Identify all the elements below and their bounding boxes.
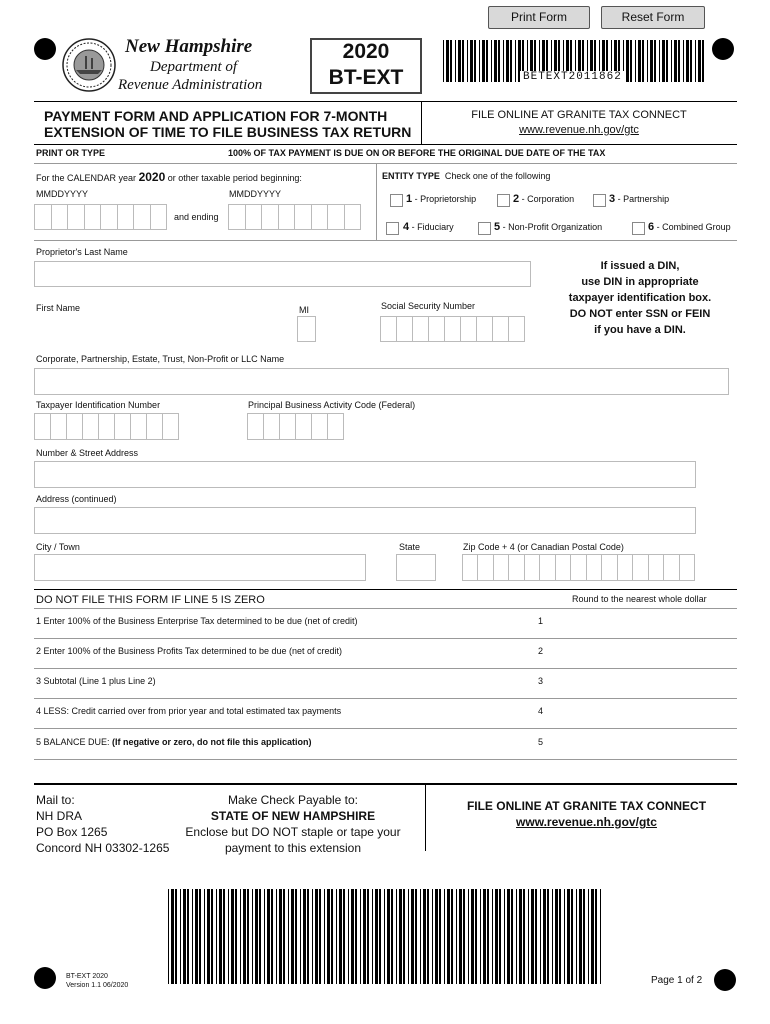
entity-checkbox-2[interactable]	[497, 194, 510, 207]
bottom-barcode	[168, 889, 603, 984]
tin-input[interactable]	[34, 413, 184, 438]
state-seal-logo	[62, 38, 116, 92]
entity-option-3	[609, 193, 669, 205]
period-prefix: For the CALENDAR year	[36, 173, 137, 183]
mail-to-block	[36, 792, 169, 856]
registration-mark	[714, 969, 736, 991]
zip-input[interactable]	[462, 554, 695, 579]
entity-checkbox-5[interactable]	[478, 222, 491, 235]
pbac-input[interactable]	[247, 413, 347, 438]
entity-checkbox-4[interactable]	[386, 222, 399, 235]
line-1-amount[interactable]	[549, 608, 737, 634]
mail-line: Concord NH 03302-1265	[36, 841, 170, 855]
print-or-type-label: PRINT OR TYPE	[36, 148, 106, 158]
page-number: Page 1 of 2	[651, 975, 703, 986]
mail-line: NH DRA	[36, 809, 83, 823]
lines-header: DO NOT FILE THIS FORM IF LINE 5 IS ZERO	[36, 594, 265, 606]
entity-checkbox-6[interactable]	[632, 222, 645, 235]
city-label: City / Town	[36, 542, 80, 552]
registration-mark	[34, 967, 56, 989]
barcode-text: BETEXT2011862	[520, 71, 625, 83]
and-ending-label: and ending	[174, 212, 219, 222]
entity-label: - Non-Profit Organization	[500, 222, 603, 232]
footer-form-id: BT-EXT 2020	[66, 973, 108, 980]
payable-line: payment to this extension	[224, 841, 362, 855]
divider	[34, 101, 737, 102]
line-4-text: 4 LESS: Credit carried over from prior year and total estimated tax payments	[36, 706, 342, 716]
agency-dept-line1: Department of	[150, 59, 238, 75]
reset-form-button[interactable]: Reset Form	[601, 6, 705, 29]
entity-checkbox-1[interactable]	[390, 194, 403, 207]
form-year: 2020	[342, 40, 390, 63]
line-1-number: 1	[538, 616, 544, 626]
address2-label: Address (continued)	[36, 494, 117, 504]
mail-line: PO Box 1265	[36, 825, 108, 839]
street-label: Number & Street Address	[36, 448, 139, 458]
entity-checkbox-3[interactable]	[593, 194, 606, 207]
entity-type-label	[382, 171, 550, 181]
din-note-line: taxpayer identification box.	[568, 292, 712, 304]
divider	[34, 144, 737, 145]
line-5-text	[36, 737, 312, 747]
line-5-amount[interactable]	[549, 729, 737, 755]
line-3-number: 3	[538, 676, 544, 686]
agency-state-name: New Hampshire	[125, 36, 253, 57]
entity-num: 1	[406, 193, 413, 205]
footer-version: Version 1.1 06/2020	[66, 982, 129, 989]
entity-option-6	[648, 221, 731, 233]
entity-option-5	[494, 221, 602, 233]
payable-line: Make Check Payable to:	[227, 793, 359, 807]
divider	[34, 240, 737, 241]
period-begin-input[interactable]	[34, 204, 167, 228]
registration-mark	[34, 38, 56, 60]
divider	[34, 589, 737, 590]
online-link[interactable]: www.revenue.nh.gov/gtc	[519, 124, 639, 136]
zip-label: Zip Code + 4 (or Canadian Postal Code)	[463, 542, 624, 552]
divider	[34, 759, 737, 760]
proprietor-last-name-input[interactable]	[34, 261, 531, 287]
period-suffix: or other taxable period beginning:	[167, 173, 302, 183]
mi-input[interactable]	[297, 316, 316, 342]
footer-online-link[interactable]: www.revenue.nh.gov/gtc	[516, 815, 657, 829]
print-form-button[interactable]: Print Form	[488, 6, 590, 29]
period-end-input[interactable]	[228, 204, 361, 228]
entity-type-hint: Check one of the following	[444, 171, 551, 181]
state-input[interactable]	[396, 554, 436, 581]
date-format-begin: MMDDYYYY	[36, 189, 89, 199]
date-format-end: MMDDYYYY	[229, 189, 282, 199]
line-4-number: 4	[538, 706, 544, 716]
divider	[34, 163, 737, 164]
corp-name-input[interactable]	[34, 368, 729, 395]
line-2-text: 2 Enter 100% of the Business Profits Tax determined to be due (net of credit)	[36, 646, 343, 656]
payable-line: Enclose but DO NOT staple or tape your	[185, 825, 401, 839]
entity-label: - Proprietorship	[412, 194, 477, 204]
round-note: Round to the nearest whole dollar	[572, 594, 707, 604]
entity-option-1	[406, 193, 476, 205]
agency-dept-line2: Revenue Administration	[118, 77, 263, 93]
payable-block	[172, 792, 414, 856]
din-note-line: DO NOT enter SSN or FEIN	[569, 308, 711, 320]
period-year: 2020	[138, 170, 166, 184]
entity-option-2	[513, 193, 574, 205]
line-2-amount[interactable]	[549, 638, 737, 664]
din-note-line: If issued a DIN,	[600, 260, 680, 272]
line-5-label: 5 BALANCE DUE:	[36, 737, 113, 747]
line-3-amount[interactable]	[549, 668, 737, 694]
state-label: State	[399, 542, 421, 552]
mi-label: MI	[299, 305, 309, 315]
line-2-number: 2	[538, 646, 544, 656]
registration-mark	[712, 38, 734, 60]
ssn-input[interactable]	[380, 316, 530, 340]
corp-name-label: Corporate, Partnership, Estate, Trust, Non-Profit or LLC Name	[36, 354, 285, 364]
due-notice: 100% OF TAX PAYMENT IS DUE ON OR BEFORE THE ORIGINAL DUE DATE OF THE TAX	[228, 148, 606, 158]
line-1-text: 1 Enter 100% of the Business Enterprise Tax determined to be due (net of credit)	[36, 616, 358, 626]
footer-online-title: FILE ONLINE AT GRANITE TAX CONNECT	[466, 799, 707, 813]
line-5-warning: (If negative or zero, do not file this application)	[112, 737, 312, 747]
entity-num: 6	[648, 221, 655, 233]
address2-input[interactable]	[34, 507, 696, 534]
entity-type-title: ENTITY TYPE	[382, 171, 440, 181]
proprietor-last-name-label: Proprietor's Last Name	[36, 247, 128, 257]
form-code: BT-EXT	[328, 66, 404, 89]
online-title: FILE ONLINE AT GRANITE TAX CONNECT	[471, 109, 687, 121]
pbac-label: Principal Business Activity Code (Federal)	[248, 400, 416, 410]
din-note-line: use DIN in appropriate	[581, 276, 699, 288]
first-name-label: First Name	[36, 303, 81, 313]
tin-label: Taxpayer Identification Number	[36, 400, 161, 410]
din-note-line: if you have a DIN.	[594, 324, 686, 336]
payable-line: STATE OF NEW HAMPSHIRE	[210, 809, 376, 823]
entity-label: - Corporation	[519, 194, 575, 204]
line-3-text: 3 Subtotal (Line 1 plus Line 2)	[36, 676, 156, 686]
city-input[interactable]	[34, 554, 366, 581]
divider	[376, 164, 377, 240]
line-5-number: 5	[538, 737, 544, 747]
period-label	[36, 170, 302, 184]
entity-num: 3	[609, 193, 616, 205]
entity-num: 2	[513, 193, 520, 205]
entity-label: - Partnership	[615, 194, 670, 204]
street-input[interactable]	[34, 461, 696, 488]
entity-num: 4	[403, 221, 410, 233]
entity-label: - Combined Group	[654, 222, 731, 232]
form-title-line1: PAYMENT FORM AND APPLICATION FOR 7-MONTH	[44, 108, 388, 124]
entity-option-4	[403, 221, 454, 233]
line-4-amount[interactable]	[549, 698, 737, 724]
din-note	[540, 258, 740, 338]
divider	[34, 783, 737, 785]
entity-label: - Fiduciary	[409, 222, 454, 232]
form-title-line2: EXTENSION OF TIME TO FILE BUSINESS TAX RETURN	[44, 124, 412, 140]
mail-line: Mail to:	[36, 793, 75, 807]
entity-num: 5	[494, 221, 501, 233]
ssn-label: Social Security Number	[381, 301, 476, 311]
